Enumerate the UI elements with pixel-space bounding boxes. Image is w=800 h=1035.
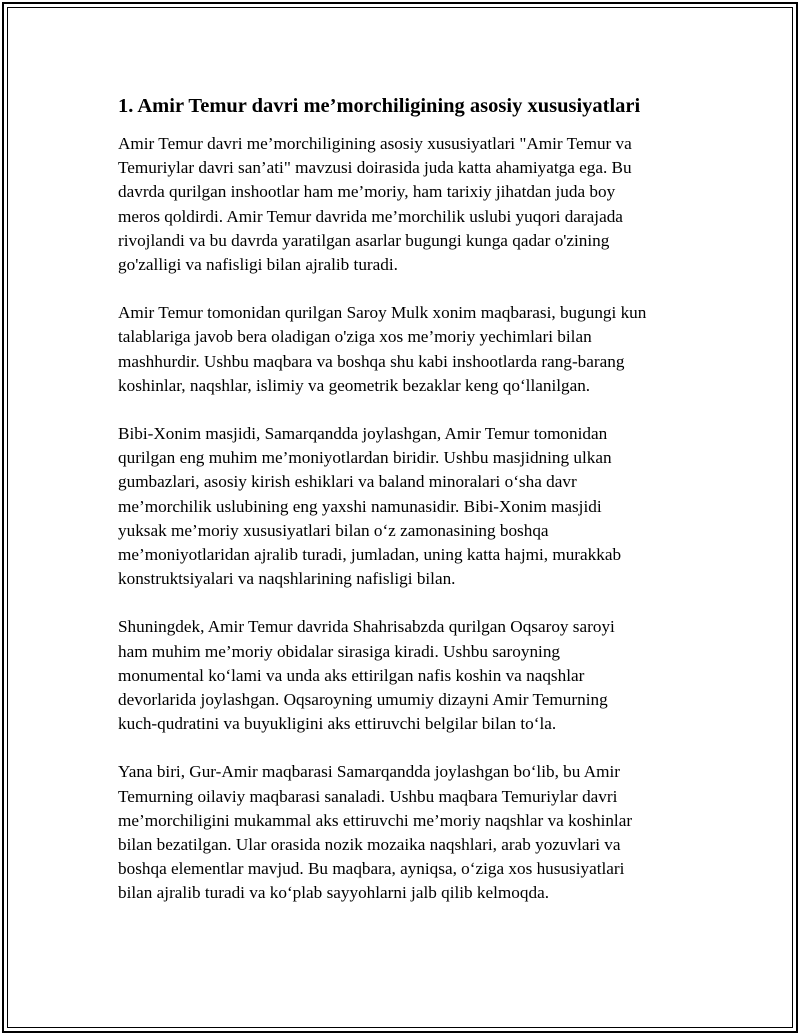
text-line: mashhurdir. Ushbu maqbara va boshqa shu kabi inshootlarda rang-barang xyxy=(118,351,625,371)
text-line: rivojlandi va bu davrda yaratilgan asarlar bugungi kunga qadar o'zining xyxy=(118,230,610,250)
paragraph-intro xyxy=(118,132,698,277)
text-line: Yana biri, Gur-Amir maqbarasi Samarqandda joylashgan bo‘lib, bu Amir xyxy=(118,762,620,782)
paragraph-bibi-xonim xyxy=(118,422,698,591)
text-line: boshqa elementlar mavjud. Bu maqbara, ayniqsa, o‘ziga xos hususiyatlari xyxy=(118,859,625,879)
text-line: bilan ajralib turadi va ko‘plab sayyohlarni jalb qilib kelmoqda. xyxy=(118,883,550,903)
text-line: bilan bezatilgan. Ular orasida nozik mozaika naqshlari, arab yozuvlari va xyxy=(118,835,621,855)
text-line: Shuningdek, Amir Temur davrida Shahrisabzda qurilgan Oqsaroy saroyi xyxy=(118,617,615,637)
paragraph-oqsaroy xyxy=(118,615,698,736)
text-line: Temuriylar davri san’ati" mavzusi doirasida juda katta ahamiyatga ega. Bu xyxy=(118,158,632,178)
text-line: konstruktsiyalari va naqshlarining nafisligi bilan. xyxy=(118,569,456,589)
text-line: koshinlar, naqshlar, islimiy va geometrik bezaklar keng qo‘llanilgan. xyxy=(118,375,591,395)
text-line: devorlarida joylashgan. Oqsaroyning umumiy dizayni Amir Temurning xyxy=(118,690,608,710)
text-line: kuch-qudratini va buyukligini aks ettiruvchi belgilar bilan to‘la. xyxy=(118,714,557,734)
text-line: Amir Temur tomonidan qurilgan Saroy Mulk xonim maqbarasi, bugungi kun xyxy=(118,303,647,323)
text-line: davrda qurilgan inshootlar ham me’moriy, ham tarixiy jihatdan juda boy xyxy=(118,182,616,202)
text-line: Temurning oilaviy maqbarasi sanaladi. Ushbu maqbara Temuriylar davri xyxy=(118,786,618,806)
text-line: qurilgan eng muhim me’moniyotlardan biridir. Ushbu masjidning ulkan xyxy=(118,448,612,468)
paragraph-gur-amir xyxy=(118,760,698,905)
text-line: monumental ko‘lami va unda aks ettirilgan nafis koshin va naqshlar xyxy=(118,665,585,685)
text-line: me’morchiligini mukammal aks ettiruvchi me’moriy naqshlar va koshinlar xyxy=(118,810,633,830)
text-line: meros qoldirdi. Amir Temur davrida me’morchilik uslubi yuqori darajada xyxy=(118,206,623,226)
text-line: Bibi-Xonim masjidi, Samarqandda joylashgan, Amir Temur tomonidan xyxy=(118,424,608,444)
text-line: me’morchilik uslubining eng yaxshi namunasidir. Bibi-Xonim masjidi xyxy=(118,496,602,516)
text-line: me’moniyotlaridan ajralib turadi, jumladan, uning katta hajmi, murakkab xyxy=(118,545,622,565)
document-body xyxy=(118,92,698,930)
text-line: yuksak me’moriy xususiyatlari bilan o‘z zamonasining boshqa xyxy=(118,520,549,540)
section-heading: 1. Amir Temur davri me’morchiligining asosiy xususiyatlari xyxy=(118,95,641,117)
text-line: talablariga javob bera oladigan o'ziga xos me’moriy yechimlari bilan xyxy=(118,327,592,347)
paragraph-saroy-mulk xyxy=(118,301,698,398)
text-line: gumbazlari, asosiy kirish eshiklari va baland minoralari o‘sha davr xyxy=(118,472,577,492)
text-line: go'zalligi va nafisligi bilan ajralib turadi. xyxy=(118,255,398,275)
text-line: Amir Temur davri me’morchiligining asosiy xususiyatlari "Amir Temur va xyxy=(118,134,632,153)
text-line: ham muhim me’moriy obidalar sirasiga kiradi. Ushbu saroyning xyxy=(118,641,561,661)
